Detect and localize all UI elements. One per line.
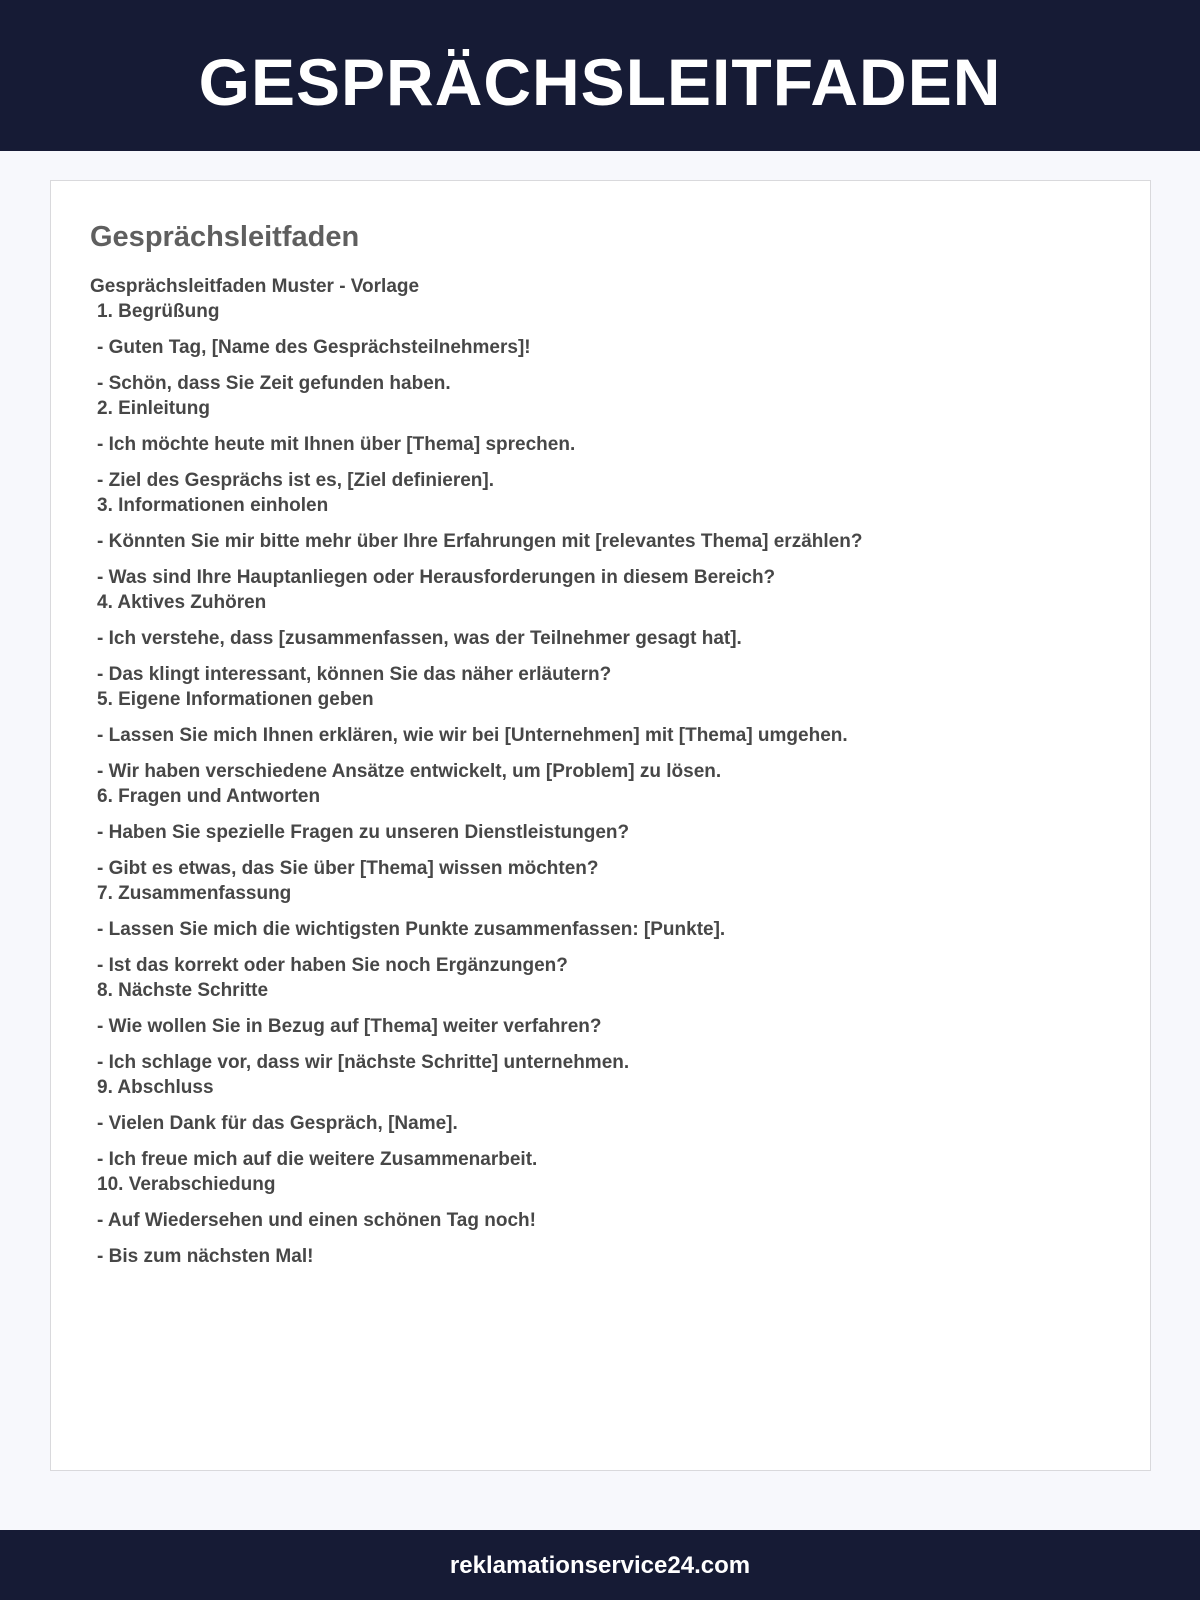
- section-line: - Ich verstehe, dass [zusammenfassen, was der Teilnehmer gesagt hat].: [97, 628, 742, 649]
- section-heading: 3. Informationen einholen: [97, 495, 329, 516]
- section-line: - Vielen Dank für das Gespräch, [Name].: [97, 1113, 458, 1134]
- header-title: GESPRÄCHSLEITFADEN: [198, 44, 1002, 119]
- section-fragen-und-antworten: [90, 784, 1111, 881]
- section-line: - Haben Sie spezielle Fragen zu unseren Dienstleistungen?: [97, 822, 630, 843]
- section-heading: 10. Verabschiedung: [97, 1174, 276, 1195]
- document-subtitle: Gesprächsleitfaden Muster - Vorlage: [90, 276, 420, 297]
- section-heading: 2. Einleitung: [97, 398, 210, 419]
- section-naechste-schritte: [90, 978, 1111, 1075]
- document-title: Gesprächsleitfaden: [90, 221, 360, 253]
- section-line: - Das klingt interessant, können Sie das näher erläutern?: [97, 664, 612, 685]
- section-verabschiedung: [90, 1172, 1111, 1269]
- section-line: - Ist das korrekt oder haben Sie noch Ergänzungen?: [97, 955, 568, 976]
- section-aktives-zuhoeren: [90, 590, 1111, 687]
- section-line: - Könnten Sie mir bitte mehr über Ihre Erfahrungen mit [relevantes Thema] erzählen?: [97, 531, 863, 552]
- section-heading: 1. Begrüßung: [97, 301, 220, 322]
- section-line: - Lassen Sie mich die wichtigsten Punkte zusammenfassen: [Punkte].: [97, 919, 726, 940]
- section-abschluss: [90, 1075, 1111, 1172]
- section-line: - Ziel des Gesprächs ist es, [Ziel definieren].: [97, 470, 495, 491]
- section-line: - Schön, dass Sie Zeit gefunden haben.: [97, 373, 451, 394]
- section-heading: 5. Eigene Informationen geben: [97, 689, 374, 710]
- section-line: - Was sind Ihre Hauptanliegen oder Herausforderungen in diesem Bereich?: [97, 567, 776, 588]
- section-zusammenfassung: [90, 881, 1111, 978]
- document-body: [90, 275, 1111, 1269]
- section-line: - Ich schlage vor, dass wir [nächste Schritte] unternehmen.: [97, 1052, 630, 1073]
- section-begruessung: [90, 299, 1111, 396]
- section-eigene-informationen: [90, 687, 1111, 784]
- section-einleitung: [90, 396, 1111, 493]
- section-informationen-einholen: [90, 493, 1111, 590]
- page-footer: [0, 1530, 1200, 1600]
- section-heading: 4. Aktives Zuhören: [97, 592, 267, 613]
- section-line: - Auf Wiedersehen und einen schönen Tag noch!: [97, 1210, 536, 1231]
- section-heading: 9. Abschluss: [97, 1077, 214, 1098]
- section-line: - Ich freue mich auf die weitere Zusammenarbeit.: [97, 1149, 538, 1170]
- section-line: - Gibt es etwas, das Sie über [Thema] wissen möchten?: [97, 858, 599, 879]
- section-heading: 7. Zusammenfassung: [97, 883, 292, 904]
- section-line: - Guten Tag, [Name des Gesprächsteilnehmers]!: [97, 337, 531, 358]
- page-header: [0, 0, 1200, 151]
- section-line: - Wir haben verschiedene Ansätze entwickelt, um [Problem] zu lösen.: [97, 761, 722, 782]
- document-card: [50, 180, 1151, 1471]
- section-line: - Lassen Sie mich Ihnen erklären, wie wir bei [Unternehmen] mit [Thema] umgehen.: [97, 725, 848, 746]
- section-heading: 6. Fragen und Antworten: [97, 786, 321, 807]
- section-line: - Ich möchte heute mit Ihnen über [Thema] sprechen.: [97, 434, 576, 455]
- section-line: - Bis zum nächsten Mal!: [97, 1246, 314, 1267]
- section-line: - Wie wollen Sie in Bezug auf [Thema] weiter verfahren?: [97, 1016, 602, 1037]
- footer-site-name: reklamationservice24.com: [449, 1552, 751, 1579]
- section-heading: 8. Nächste Schritte: [97, 980, 269, 1001]
